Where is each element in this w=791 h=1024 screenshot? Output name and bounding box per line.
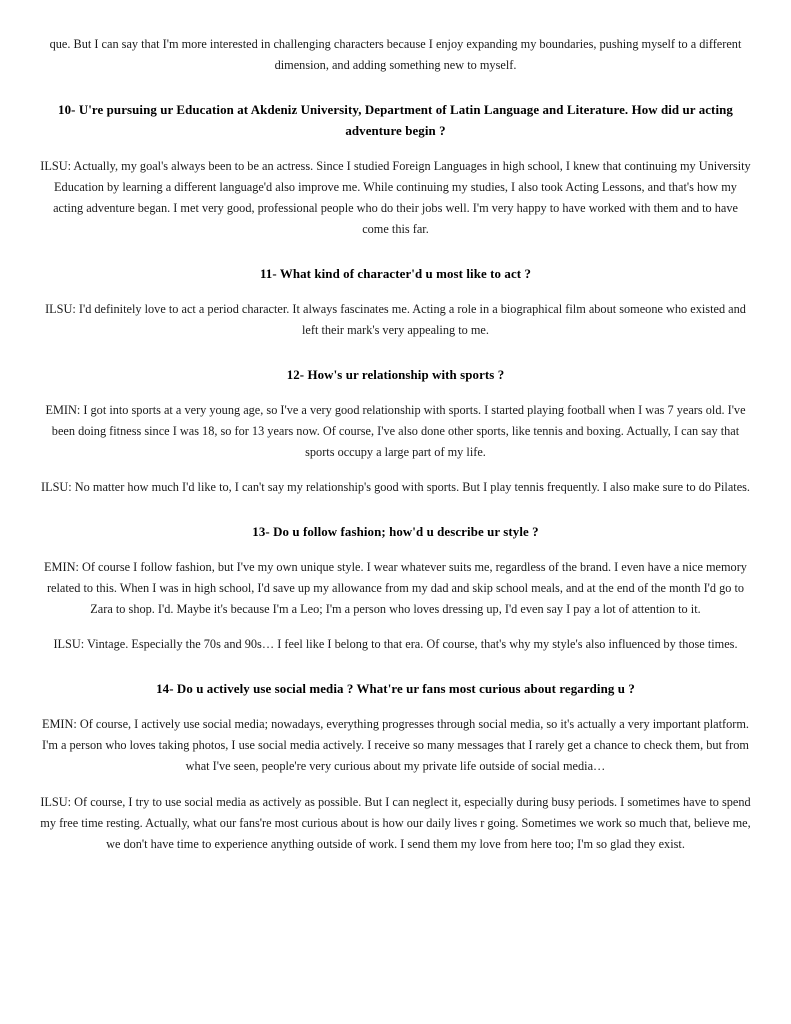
question-13: 13- Do u follow fashion; how'd u describe ur style ?: [252, 525, 539, 540]
answer-13-ilsu: ILSU: Vintage. Especially the 70s and 90s… I feel like I belong to that era. Of course, that's why my style's also influenced by those times.: [53, 637, 738, 652]
intro-paragraph: que. But I can say that I'm more interested in challenging characters because I enjoy expanding my boundaries, pushing myself to a different dimension, and adding something new to myself.: [49, 37, 742, 73]
answer-11-ilsu: ILSU: I'd definitely love to act a period character. It always fascinates me. Acting a role in a biographical film about someone who existed and left their mark's very appealing to me.: [45, 301, 746, 337]
answer-12-emin: EMIN: I got into sports at a very young age, so I've a very good relationship with sports. I started playing football when I was 7 years old. I've been doing fitness since I was 18, so for 13 years now. Of course, I've also done other sports, like tennis and boxing. Actually, I can say that sports occupy a large part of my life.: [45, 402, 746, 459]
answer-10-ilsu: ILSU: Actually, my goal's always been to be an actress. Since I studied Foreign Languages in high school, I knew that continuing my University Education by learning a different language'd also improve me. While continuing my studies, I also took Acting Lessons, and that's how my acting adventure began. I met very good, professional people who do their jobs well. I'm very happy to have worked with them and to have come this far.: [40, 158, 751, 236]
answer-14-emin: EMIN: Of course, I actively use social media; nowadays, everything progresses through social media, so it's actually a very important platform. I'm a person who loves taking photos, I use social media actively. I receive so many messages that I rarely get a chance to check them, but from what I've seen, people're very curious about my private life outside of social media…: [41, 717, 750, 774]
answer-13-emin: EMIN: Of course I follow fashion, but I've my own unique style. I wear whatever suits me, regardless of the brand. I even have a nice memory related to this. When I was in high school, I'd save up my allowance from my dad and skip school meals, and at the end of the month I'd go to Zara to shop. I'd. Maybe it's because I'm a Leo; I'm a person who loves dressing up, I'd even say I pay a lot of attention to it.: [44, 559, 747, 617]
question-10: 10- U're pursuing ur Education at Akdeniz University, Department of Latin Language and Literature. How did ur acting adventure begin ?: [58, 103, 733, 138]
answer-14-ilsu: ILSU: Of course, I try to use social media as actively as possible. But I can neglect it, especially during busy periods. I sometimes have to spend my free time resting. Actually, what our fans're most curious about is how our daily lives r going. Sometimes we work so much that, believe me, we don't have time to experience anything outside of work. I send them my love from here too; I'm so glad they exist.: [40, 794, 751, 851]
question-14: 14- Do u actively use social media ? What're ur fans most curious about regarding u ?: [156, 682, 635, 697]
question-12: 12- How's ur relationship with sports ?: [286, 368, 505, 383]
answer-12-ilsu: ILSU: No matter how much I'd like to, I can't say my relationship's good with sports. But I play tennis frequently. I also make sure to do Pilates.: [40, 480, 751, 495]
question-11: 11- What kind of character'd u most like to act ?: [259, 267, 532, 282]
